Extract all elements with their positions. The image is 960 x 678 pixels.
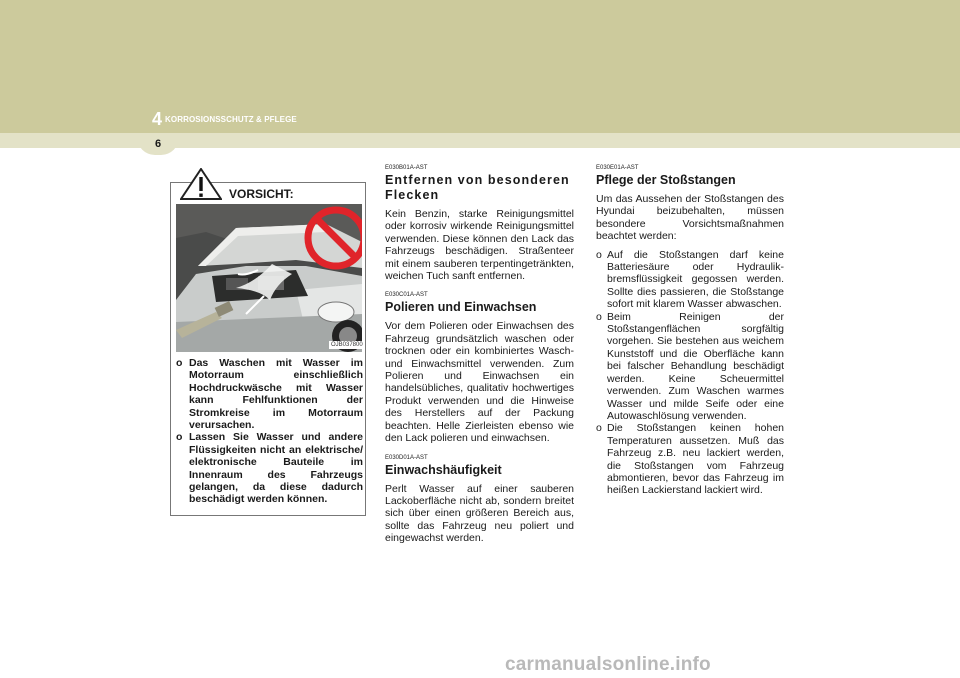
caution-bullet: o Lassen Sie Wasser und andere Flüssigkeiten nicht an elektrische/ elektronische Bauteile im Innenraum des Fahrzeugs gelangen, da diese dadurch beschädigt werden können.: [176, 431, 363, 505]
caution-bullet: o Das Waschen mit Wasser im Motorraum einschließlich Hochdruckwäsche mit Wasser kann Fehlfunktionen der Stromkreise im Motorraum verursachen.: [176, 357, 363, 431]
section-heading: Polieren und Einwachsen: [385, 300, 537, 315]
section-heading: Einwachshäufigkeit: [385, 462, 502, 477]
section-code: E030E01A-AST: [596, 165, 639, 171]
right-column: [596, 165, 784, 497]
header-band: [0, 0, 960, 148]
bumper-care-list: [596, 249, 784, 497]
section-heading: Entfernen von besonderen Flecken: [385, 173, 570, 202]
caution-list: [176, 357, 363, 506]
chapter-number: 4: [152, 109, 163, 129]
section-heading: Pflege der Stoßstangen: [596, 173, 736, 187]
bumper-bullet: o Auf die Stoßstangen darf keine Batteriesäure oder Hydraulik-bremsflüssigkeit gegossen werden. Sollte dies passieren, die Stoßstange sofort mit klarem Wasser abwaschen.: [596, 249, 784, 311]
page-number: 6: [137, 133, 179, 155]
warning-triangle-icon: [180, 168, 222, 200]
bumper-bullet: o Beim Reinigen der Stoßstangenflächen sorgfältig vorgehen. Sie bestehen aus weichem Kunststoff und die Oberfläche kann bei falscher Behandlung beschädigt werden. Keine Scheuermittel verwenden. Zum Waschen warmes Wasser und milde Seife oder eine Autowaschlösung verwenden.: [596, 311, 784, 423]
section-code: E030B01A-AST: [385, 165, 428, 171]
section-code: E030C01A-AST: [385, 292, 428, 299]
chapter-title: KORROSIONSSCHUTZ & PFLEGE: [165, 115, 297, 124]
section-text: Vor dem Polieren oder Einwachsen des Fahrzeug grundsätzlich waschen oder trocknen oder ein kombiniertes Wasch-und Einwachsmittel verwenden. Zum Polieren und Einwachsen ein handelsübliches, qualitativ hochwertiges Produkt verwenden und die Hinweise des Herstellers auf der Packung beachten. Helle Zierleisten ebenso wie den Lack polieren und einwachsen.: [385, 320, 574, 445]
section-text: Perlt Wasser auf einer sauberen Lackoberfläche nicht ab, sondern breitet sich über einen größeren Bereich aus, sollte das Fahrzeug neu poliert und eingewachst werden.: [385, 482, 574, 545]
section-code: E030D01A-AST: [385, 454, 428, 461]
engine-wash-photo: [176, 204, 362, 352]
footer-watermark: carmanualsonline.info: [505, 654, 711, 675]
section-text: Kein Benzin, starke Reinigungsmittel oder korrosiv wirkende Reinigungsmittel verwenden. Diese können den Lack das Fahrzeugs beschädigen. Straßenteer mit einem sauberen terpentingetränkten, weichen Tuch sanft entfernen.: [385, 208, 574, 283]
image-code: OJB037800: [331, 342, 363, 348]
bumper-bullet: o Die Stoßstangen keinen hohen Temperaturen aussetzen. Muß das Fahrzeug z.B. neu lackiert werden, die Stoßstangen vom Fahrzeug abmontieren, bevor das Fahrzeug im heißen Lackierstand lackiert wird.: [596, 422, 784, 496]
caution-title: VORSICHT:: [229, 187, 294, 201]
middle-column: [385, 165, 574, 555]
section-intro: Um das Aussehen der Stoßstangen des Hyundai beizubehalten, müssen besondere Vorsichtsmaßnahmen beachtet werden:: [596, 193, 784, 243]
